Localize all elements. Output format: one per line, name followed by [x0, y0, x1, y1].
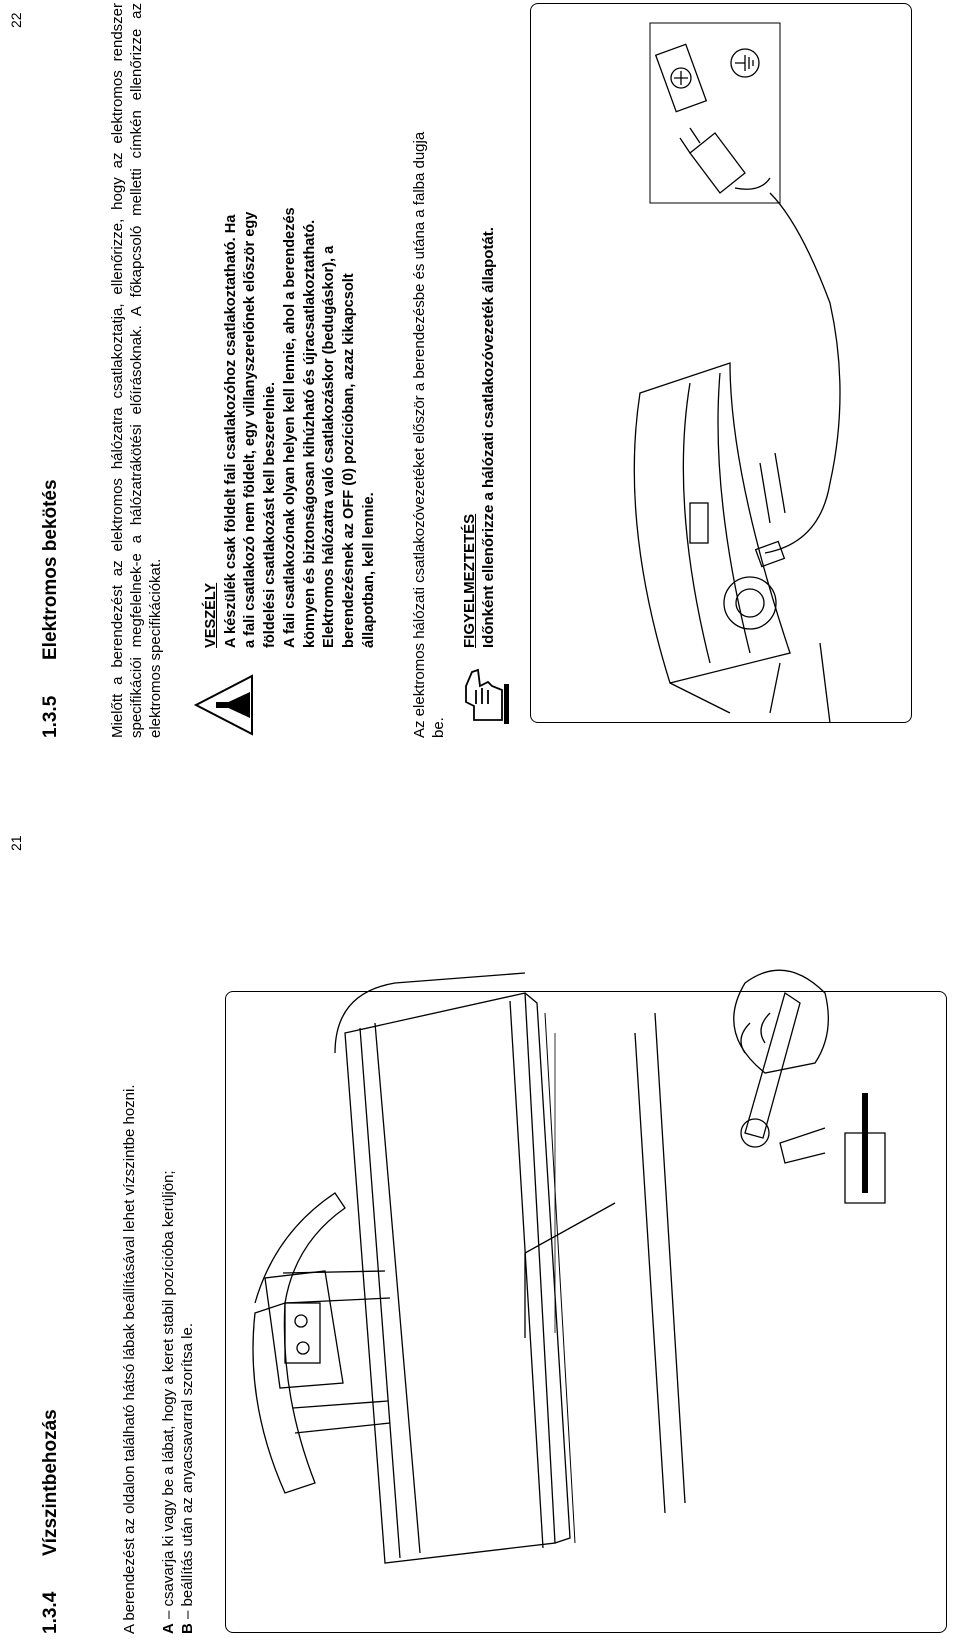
caution-heading: FIGYELMEZTETÉS [461, 513, 478, 648]
danger-text-1: A készülék csak földelt fali csatlakozóhoz csatlakoztatható. Ha a fali csatlakozó nem földelt, egy villanyszerelőnek először egy földelési csatlakozást kell beszerelnie. [222, 211, 279, 648]
warning-triangle-icon [190, 672, 258, 738]
step-a-key: A [160, 1623, 177, 1634]
step-b-key: B [179, 1623, 196, 1634]
section-135-intro: Mielőtt a berendezést az elektromos hálózatra csatlakoztatja, ellenőrizze, hogy az elektromos rendszer specifikációi megfelelnek-e a hálózatrákötési előírásoknak. A főkapcsoló melletti címkén ellenőrizze az elektromos specifikációkat. [109, 3, 164, 738]
danger-text-2: A fali csatlakozónak olyan helyen kell lennie, ahol a berendezés könnyen és biztonságosan kihúzható és újracsatlakoztatható. [281, 207, 318, 648]
step-a-text: – csavarja ki vagy be a lábat, hogy a keret stabil pozícióba kerüljön; [160, 1170, 177, 1619]
electrical-illustration [530, 5, 910, 723]
step-b-text: – beállítás után az anyacsavarral szorítsa le. [179, 1322, 196, 1619]
danger-block [202, 203, 379, 648]
section-134-heading [40, 1409, 62, 1634]
caution-text: Időnként ellenőrizze a hálózati csatlakozóvezeték állapotát. [480, 227, 497, 648]
section-135-heading [40, 479, 62, 738]
leveling-illustration [225, 993, 945, 1633]
pointing-hand-icon [462, 664, 512, 726]
danger-heading: VESZÉLY [203, 582, 219, 648]
caution-block [460, 88, 498, 648]
section-135-title: Elektromos bekötés [40, 479, 61, 660]
danger-text-3: Elektromos hálózatra való csatlakozáskor (bedugáskor), a berendezésnek az OFF (0) pozícióban, azaz kikapcsolt állapotban, kell lennie. [321, 245, 377, 648]
page-number-left: 21 [8, 835, 24, 851]
section-134-title: Vízszintbehozás [40, 1409, 61, 1556]
section-134-intro: A berendezést az oldalon található hátsó lábak beállításával lehet vízszintbe hozni. [121, 1084, 138, 1634]
step-a [159, 894, 178, 1634]
step-b [178, 894, 197, 1634]
section-135-number: 1.3.5 [40, 695, 61, 738]
connect-instruction: Az elektromos hálózati csatlakozóvezetéket először a berendezésbe és utána a falba dugja be. [411, 131, 447, 738]
page-number-right: 22 [8, 12, 24, 28]
section-134-number: 1.3.4 [40, 1591, 61, 1634]
